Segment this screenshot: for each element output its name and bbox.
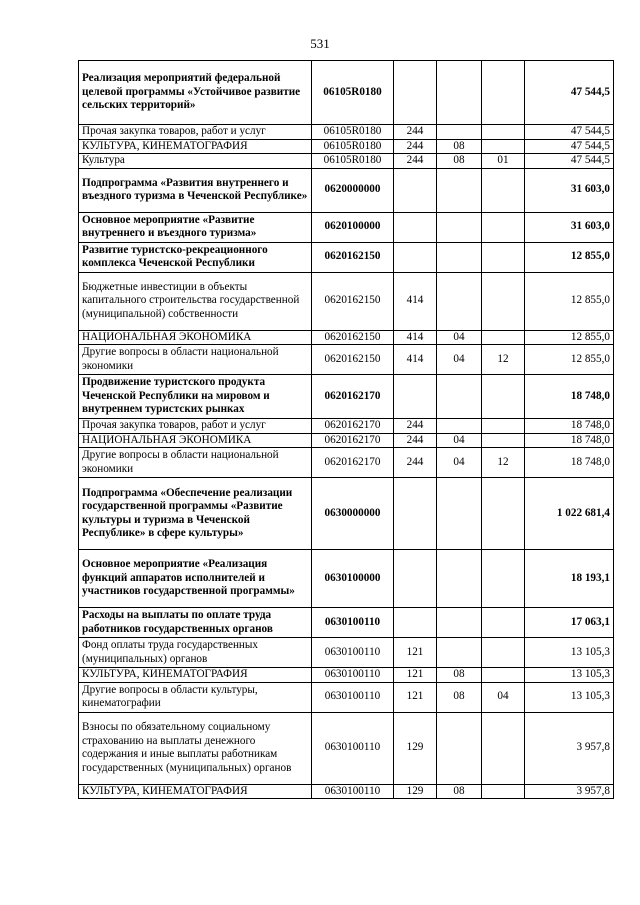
target-article-cell: 0620162150 xyxy=(312,242,394,272)
expense-type-cell: 414 xyxy=(394,272,437,330)
amount-cell: 18 748,0 xyxy=(525,375,614,419)
target-article-cell: 0630100000 xyxy=(312,550,394,608)
expense-type-cell xyxy=(394,61,437,125)
amount-cell: 13 105,3 xyxy=(525,668,614,683)
expense-type-cell: 244 xyxy=(394,139,437,154)
amount-cell: 17 063,1 xyxy=(525,608,614,638)
target-article-cell: 0630100110 xyxy=(312,668,394,683)
section-cell xyxy=(437,478,482,550)
target-article-cell: 0630000000 xyxy=(312,478,394,550)
subsection-cell: 04 xyxy=(482,682,525,712)
table-row xyxy=(79,212,614,242)
table-row xyxy=(79,154,614,169)
amount-cell: 47 544,5 xyxy=(525,154,614,169)
table-row xyxy=(79,168,614,212)
amount-cell: 12 855,0 xyxy=(525,330,614,345)
section-cell: 08 xyxy=(437,682,482,712)
subsection-cell xyxy=(482,272,525,330)
expense-type-cell: 414 xyxy=(394,345,437,375)
subsection-cell xyxy=(482,125,525,140)
table-row xyxy=(79,375,614,419)
item-name-cell: Другие вопросы в области культуры, кинематографии xyxy=(79,682,312,712)
page-number: 531 xyxy=(310,36,330,51)
subsection-cell: 01 xyxy=(482,154,525,169)
item-name-cell: Подпрограмма «Обеспечение реализации государственной программы «Развитие культуры и туризма в Чеченской Республике» в сфере культуры» xyxy=(79,478,312,550)
table-row xyxy=(79,345,614,375)
subsection-cell xyxy=(482,168,525,212)
target-article-cell: 06105R0180 xyxy=(312,139,394,154)
section-cell: 04 xyxy=(437,433,482,448)
expense-type-cell xyxy=(394,608,437,638)
target-article-cell: 0620162170 xyxy=(312,419,394,434)
subsection-cell xyxy=(482,608,525,638)
table-row xyxy=(79,330,614,345)
item-name-cell: Основное мероприятие «Развитие внутреннего и въездного туризма» xyxy=(79,212,312,242)
subsection-cell xyxy=(482,419,525,434)
amount-cell: 1 022 681,4 xyxy=(525,478,614,550)
subsection-cell xyxy=(482,139,525,154)
amount-cell: 18 193,1 xyxy=(525,550,614,608)
subsection-cell xyxy=(482,330,525,345)
subsection-cell xyxy=(482,478,525,550)
section-cell xyxy=(437,168,482,212)
section-cell xyxy=(437,61,482,125)
table-row xyxy=(79,139,614,154)
target-article-cell: 0630100110 xyxy=(312,638,394,668)
subsection-cell xyxy=(482,212,525,242)
expense-type-cell: 121 xyxy=(394,638,437,668)
target-article-cell: 0630100110 xyxy=(312,608,394,638)
section-cell xyxy=(437,375,482,419)
section-cell xyxy=(437,212,482,242)
item-name-cell: НАЦИОНАЛЬНАЯ ЭКОНОМИКА xyxy=(79,433,312,448)
expense-type-cell: 244 xyxy=(394,154,437,169)
section-cell: 04 xyxy=(437,330,482,345)
expense-type-cell: 244 xyxy=(394,448,437,478)
item-name-cell: КУЛЬТУРА, КИНЕМАТОГРАФИЯ xyxy=(79,668,312,683)
expense-type-cell: 121 xyxy=(394,682,437,712)
subsection-cell: 12 xyxy=(482,448,525,478)
section-cell xyxy=(437,272,482,330)
item-name-cell: КУЛЬТУРА, КИНЕМАТОГРАФИЯ xyxy=(79,784,312,799)
target-article-cell: 0630100110 xyxy=(312,712,394,784)
amount-cell: 13 105,3 xyxy=(525,638,614,668)
target-article-cell: 0620162150 xyxy=(312,272,394,330)
table-row xyxy=(79,433,614,448)
section-cell: 08 xyxy=(437,668,482,683)
amount-cell: 3 957,8 xyxy=(525,712,614,784)
section-cell xyxy=(437,638,482,668)
section-cell xyxy=(437,242,482,272)
amount-cell: 12 855,0 xyxy=(525,242,614,272)
item-name-cell: Другие вопросы в области национальной экономики xyxy=(79,345,312,375)
item-name-cell: Подпрограмма «Развития внутреннего и въездного туризма в Чеченской Республике» xyxy=(79,168,312,212)
expense-type-cell: 244 xyxy=(394,125,437,140)
table-row xyxy=(79,550,614,608)
section-cell xyxy=(437,712,482,784)
amount-cell: 47 544,5 xyxy=(525,125,614,140)
item-name-cell: Развитие туристско-рекреационного комплекса Чеченской Республики xyxy=(79,242,312,272)
item-name-cell: Продвижение туристского продукта Чеченской Республики на мировом и внутреннем туристских рынках xyxy=(79,375,312,419)
section-cell xyxy=(437,608,482,638)
expense-type-cell: 244 xyxy=(394,433,437,448)
expense-type-cell xyxy=(394,478,437,550)
amount-cell: 12 855,0 xyxy=(525,345,614,375)
subsection-cell: 12 xyxy=(482,345,525,375)
section-cell: 08 xyxy=(437,154,482,169)
item-name-cell: Фонд оплаты труда государственных (муниципальных) органов xyxy=(79,638,312,668)
amount-cell: 3 957,8 xyxy=(525,784,614,799)
subsection-cell xyxy=(482,712,525,784)
amount-cell: 47 544,5 xyxy=(525,61,614,125)
item-name-cell: Бюджетные инвестиции в объекты капитального строительства государственной (муниципальной) собственности xyxy=(79,272,312,330)
item-name-cell: Расходы на выплаты по оплате труда работников государственных органов xyxy=(79,608,312,638)
expense-type-cell xyxy=(394,550,437,608)
item-name-cell: Основное мероприятие «Реализация функций аппаратов исполнителей и участников государственной программы» xyxy=(79,550,312,608)
table-row xyxy=(79,638,614,668)
subsection-cell xyxy=(482,638,525,668)
table-row xyxy=(79,242,614,272)
expense-type-cell xyxy=(394,168,437,212)
section-cell xyxy=(437,550,482,608)
subsection-cell xyxy=(482,61,525,125)
expense-type-cell: 129 xyxy=(394,784,437,799)
target-article-cell: 0620162170 xyxy=(312,448,394,478)
subsection-cell xyxy=(482,375,525,419)
expense-type-cell: 244 xyxy=(394,419,437,434)
expense-type-cell: 414 xyxy=(394,330,437,345)
item-name-cell: НАЦИОНАЛЬНАЯ ЭКОНОМИКА xyxy=(79,330,312,345)
amount-cell: 18 748,0 xyxy=(525,419,614,434)
target-article-cell: 0630100110 xyxy=(312,682,394,712)
table-row xyxy=(79,61,614,125)
item-name-cell: Другие вопросы в области национальной экономики xyxy=(79,448,312,478)
amount-cell: 31 603,0 xyxy=(525,212,614,242)
target-article-cell: 0620000000 xyxy=(312,168,394,212)
budget-table xyxy=(78,60,614,799)
target-article-cell: 0620162170 xyxy=(312,433,394,448)
section-cell: 04 xyxy=(437,448,482,478)
amount-cell: 12 855,0 xyxy=(525,272,614,330)
subsection-cell xyxy=(482,550,525,608)
item-name-cell: Реализация мероприятий федеральной целевой программы «Устойчивое развитие сельских территорий» xyxy=(79,61,312,125)
section-cell: 04 xyxy=(437,345,482,375)
section-cell xyxy=(437,125,482,140)
expense-type-cell xyxy=(394,242,437,272)
table-row xyxy=(79,608,614,638)
amount-cell: 31 603,0 xyxy=(525,168,614,212)
item-name-cell: Прочая закупка товаров, работ и услуг xyxy=(79,125,312,140)
item-name-cell: Культура xyxy=(79,154,312,169)
table-row xyxy=(79,478,614,550)
table-row xyxy=(79,682,614,712)
subsection-cell xyxy=(482,242,525,272)
amount-cell: 18 748,0 xyxy=(525,433,614,448)
target-article-cell: 0630100110 xyxy=(312,784,394,799)
target-article-cell: 0620162150 xyxy=(312,345,394,375)
expense-type-cell: 129 xyxy=(394,712,437,784)
table-row xyxy=(79,125,614,140)
amount-cell: 47 544,5 xyxy=(525,139,614,154)
amount-cell: 18 748,0 xyxy=(525,448,614,478)
section-cell xyxy=(437,419,482,434)
target-article-cell: 06105R0180 xyxy=(312,154,394,169)
expense-type-cell: 121 xyxy=(394,668,437,683)
target-article-cell: 06105R0180 xyxy=(312,125,394,140)
table-row xyxy=(79,272,614,330)
subsection-cell xyxy=(482,784,525,799)
expense-type-cell xyxy=(394,375,437,419)
target-article-cell: 0620100000 xyxy=(312,212,394,242)
target-article-cell: 06105R0180 xyxy=(312,61,394,125)
subsection-cell xyxy=(482,668,525,683)
section-cell: 08 xyxy=(437,139,482,154)
item-name-cell: КУЛЬТУРА, КИНЕМАТОГРАФИЯ xyxy=(79,139,312,154)
target-article-cell: 0620162150 xyxy=(312,330,394,345)
table-row xyxy=(79,668,614,683)
subsection-cell xyxy=(482,433,525,448)
table-row xyxy=(79,784,614,799)
table-row xyxy=(79,448,614,478)
target-article-cell: 0620162170 xyxy=(312,375,394,419)
budget-table-body xyxy=(79,61,614,799)
table-row xyxy=(79,712,614,784)
item-name-cell: Прочая закупка товаров, работ и услуг xyxy=(79,419,312,434)
section-cell: 08 xyxy=(437,784,482,799)
item-name-cell: Взносы по обязательному социальному страхованию на выплаты денежного содержания и иные выплаты работникам государственных (муниципальных) органов xyxy=(79,712,312,784)
table-row xyxy=(79,419,614,434)
amount-cell: 13 105,3 xyxy=(525,682,614,712)
expense-type-cell xyxy=(394,212,437,242)
